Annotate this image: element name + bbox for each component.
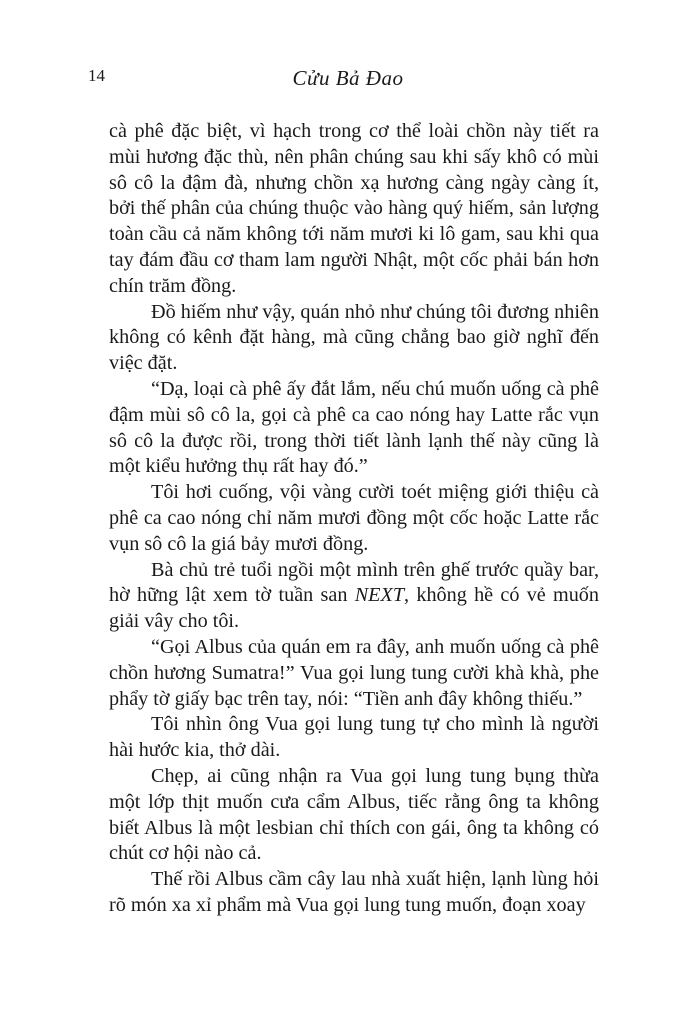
paragraph: Tôi nhìn ông Vua gọi lung tung tự cho mình là người hài hước kia, thở dài. xyxy=(109,713,599,762)
body-text xyxy=(109,119,599,919)
magazine-title: NEXT xyxy=(354,584,405,607)
paragraph-text: , không hề có vẻ muốn giải vây cho tôi. xyxy=(109,584,599,633)
paragraph: cà phê đặc biệt, vì hạch trong cơ thể loài chồn này tiết ra mùi hương đặc thù, nên phân chúng sau khi sấy khô có mùi sô cô la đậm đà, nhưng chồn xạ hương càng ngày càng ít, bởi thế phân của chúng thuộc vào hàng quý hiếm, sản lượng toàn cầu cả năm không tới năm mươi ki lô gam, sau khi qua tay đám đầu cơ tham lam người Nhật, một cốc phải bán hơn chín trăm đồng. xyxy=(109,120,599,297)
paragraph-text: Bà chủ trẻ tuổi ngồi một mình trên ghế trước quầy bar, hờ hững lật xem tờ tuần san xyxy=(109,558,599,607)
paragraph: Tôi hơi cuống, vội vàng cười toét miệng giới thiệu cà phê ca cao nóng chỉ năm mươi đồng một cốc hoặc Latte rắc vụn sô cô la giá bảy mươi đồng. xyxy=(109,481,599,555)
running-title: Cửu Bả Đao xyxy=(292,66,404,90)
paragraph: “Gọi Albus của quán em ra đây, anh muốn uống cà phê chồn hương Sumatra!” Vua gọi lung tung cười khà khà, phe phẩy tờ giấy bạc trên tay, nói: “Tiền anh đây không thiếu.” xyxy=(109,635,599,710)
paragraph: Chẹp, ai cũng nhận ra Vua gọi lung tung bụng thừa một lớp thịt muốn cưa cẩm Albus, tiếc rằng ông ta không biết Albus là một lesbian chỉ thích con gái, ông ta không có chút cơ hội nào cả. xyxy=(109,764,599,865)
paragraph: “Dạ, loại cà phê ấy đắt lắm, nếu chú muốn uống cà phê đậm mùi sô cô la, gọi cà phê ca cao nóng hay Latte rắc vụn sô cô la được rồi, trong thời tiết lành lạnh thế này cũng là một kiểu hưởng thụ rất hay đó.” xyxy=(109,377,599,478)
page-number: 14 xyxy=(88,66,105,85)
paragraph xyxy=(109,558,599,635)
paragraph: Thế rồi Albus cầm cây lau nhà xuất hiện, lạnh lùng hỏi rõ món xa xỉ phẩm mà Vua gọi lung tung muốn, đoạn xoay xyxy=(109,868,599,916)
paragraph: Đồ hiếm như vậy, quán nhỏ như chúng tôi đương nhiên không có kênh đặt hàng, mà cũng chẳng bao giờ nghĩ đến việc đặt. xyxy=(109,300,599,375)
